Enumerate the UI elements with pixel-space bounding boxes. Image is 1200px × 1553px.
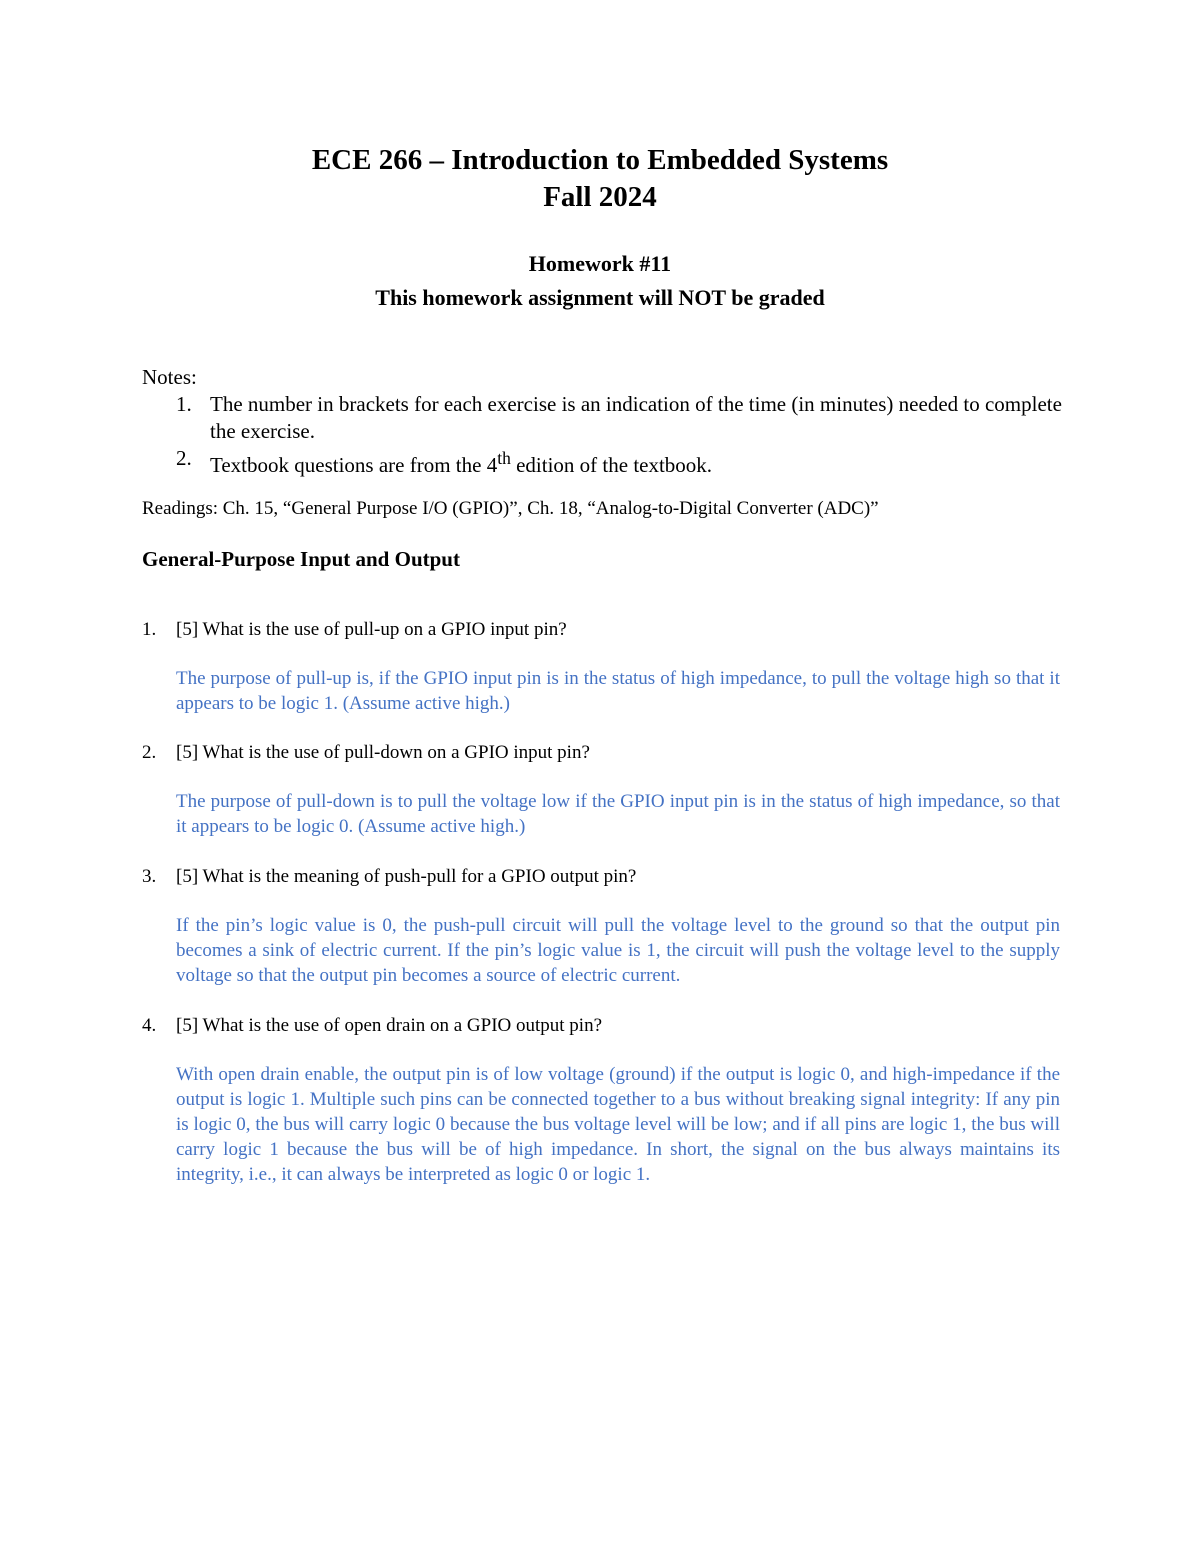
note-item [142, 445, 1072, 479]
question-line [142, 617, 1060, 642]
answer-text: If the pin’s logic value is 0, the push-pull circuit will pull the voltage level to the ground so that the output pin becomes a sink of electric current. If the pin’s logic value is 1, the circuit will push the voltage level to the supply voltage so that the output pin becomes a source of electric current. [176, 915, 1060, 986]
notes-list [142, 391, 1072, 479]
readings: Readings: Ch. 15, “General Purpose I/O (GPIO)”, Ch. 18, “Analog-to-Digital Converter (ADC)” [142, 498, 879, 519]
note-number: 1. [176, 392, 192, 416]
question-line [142, 1013, 1060, 1038]
answer-text: With open drain enable, the output pin is of low voltage (ground) if the output is logic 0, and high-impedance if the output is logic 1. Multiple such pins can be connected together to a bus without breaking signal integrity: If any pin is logic 0, the bus will carry logic 0 because the bus voltage level will be low; and if all pins are logic 1, the bus will carry logic 1 because the bus will be of high impedance. In short, the signal on the bus always maintains its integrity, i.e., it can always be interpreted as logic 0 or logic 1. [176, 1064, 1060, 1185]
notes-section [142, 364, 1072, 479]
question-item [142, 617, 1060, 716]
question-number: 2. [142, 742, 157, 763]
question-text: [5] What is the meaning of push-pull for a GPIO output pin? [176, 866, 637, 887]
question-line [142, 740, 1060, 765]
note-text: The number in brackets for each exercise is an indication of the time (in minutes) needed to complete the exercise. [210, 392, 1062, 443]
section-heading: General-Purpose Input and Output [142, 547, 460, 571]
question-text: [5] What is the use of open drain on a GPIO output pin? [176, 1015, 603, 1036]
note-text-after: edition of the textbook. [510, 453, 713, 477]
answer-text: The purpose of pull-up is, if the GPIO input pin is in the status of high impedance, to pull the voltage high so that it appears to be logic 1. (Assume active high.) [176, 668, 1060, 714]
question-line [142, 864, 1060, 889]
answer-text: The purpose of pull-down is to pull the voltage low if the GPIO input pin is in the status of high impedance, so that it appears to be logic 0. (Assume active high.) [176, 791, 1060, 837]
question-text: [5] What is the use of pull-up on a GPIO input pin? [176, 619, 567, 640]
title-block [0, 142, 1200, 216]
question-number: 4. [142, 1015, 157, 1036]
note-item [142, 391, 1072, 445]
grading-note: This homework assignment will NOT be graded [375, 285, 825, 310]
question-item [142, 1013, 1060, 1187]
question-text: [5] What is the use of pull-down on a GPIO input pin? [176, 742, 590, 763]
note-text-before: Textbook questions are from the 4 [210, 453, 498, 477]
question-number: 1. [142, 619, 157, 640]
homework-number: Homework #11 [528, 251, 672, 276]
term: Fall 2024 [543, 181, 657, 213]
homework-block [0, 247, 1200, 315]
question-item [142, 864, 1060, 988]
question-item [142, 740, 1060, 839]
note-superscript: th [497, 448, 511, 468]
note-number: 2. [176, 446, 192, 470]
notes-label: Notes: [142, 365, 197, 389]
course-title: ECE 266 – Introduction to Embedded Systems [311, 144, 889, 176]
question-number: 3. [142, 866, 157, 887]
